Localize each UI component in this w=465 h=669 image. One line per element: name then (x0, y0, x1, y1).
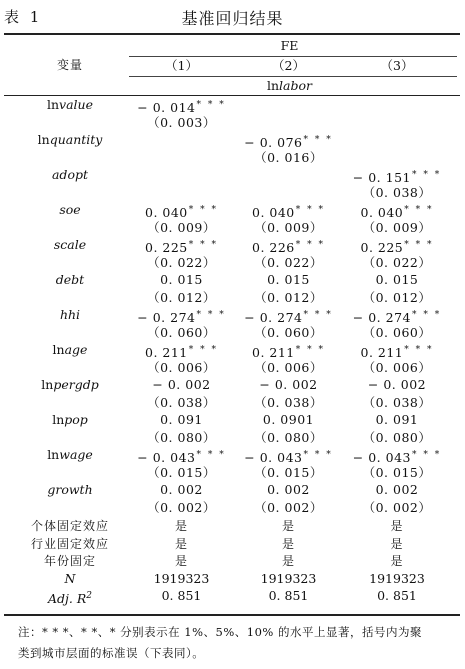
standard-error: （0. 006） (254, 359, 323, 375)
coefficient-value: − 0. 043 (137, 450, 196, 465)
coefficient-value: 0. 040 (360, 205, 404, 220)
coefficient (344, 202, 450, 221)
standard-error: （0. 080） (147, 429, 216, 445)
coefficient (236, 202, 341, 221)
standard-error: （0. 006） (147, 359, 216, 375)
coefficient (344, 447, 450, 466)
stat-value: 1919323 (153, 570, 210, 586)
coefficient (129, 342, 234, 361)
standard-error: （0. 022） (362, 254, 432, 270)
coefficient (344, 272, 450, 288)
coefficient (344, 412, 450, 428)
coefficient-value: 0. 002 (375, 482, 419, 497)
coefficient-value: 0. 091 (160, 412, 203, 427)
significance-stars: * * * (411, 310, 442, 320)
standard-error: （0. 080） (254, 429, 323, 445)
col-number-1: （1） (165, 58, 198, 73)
coefficient (129, 272, 234, 288)
coefficient-value: 0. 015 (160, 272, 203, 287)
fixed-effect-value: 是 (281, 519, 295, 533)
standard-error: （0. 060） (362, 324, 432, 340)
coefficient (129, 482, 234, 498)
standard-error: （0. 016） (254, 149, 323, 165)
standard-error: （0. 022） (147, 254, 216, 270)
standard-error: （0. 015） (147, 464, 216, 480)
col-number-2: （2） (272, 58, 305, 73)
standard-error: （0. 009） (254, 219, 323, 235)
variable-label: growth (47, 482, 93, 497)
significance-stars: * * * (188, 240, 218, 250)
significance-stars: * * * (295, 345, 325, 355)
coefficient-value: 0. 225 (360, 240, 404, 255)
stat-value: 1919323 (260, 570, 317, 586)
coefficient (129, 97, 234, 116)
standard-error: （0. 060） (147, 324, 216, 340)
coefficient-value: 0. 211 (252, 345, 295, 360)
stat-label (20, 571, 120, 587)
coefficient-value: − 0. 043 (352, 450, 411, 465)
fixed-effect-value: 是 (174, 554, 188, 568)
header-rule (4, 95, 460, 96)
standard-error: （0. 015） (254, 464, 323, 480)
standard-error: （0. 080） (362, 429, 432, 445)
variable-name: pop (64, 412, 88, 427)
ln-prefix: ln (47, 447, 60, 462)
variable-label (20, 342, 120, 358)
variable-label (20, 132, 120, 148)
coefficient-value: − 0. 274 (137, 310, 196, 325)
standard-error: （0. 006） (362, 359, 432, 375)
standard-error: （0. 012） (147, 289, 216, 305)
col-number-3: （3） (380, 58, 414, 73)
table-label: 表 1 (4, 8, 43, 26)
ln-prefix: ln (41, 377, 54, 392)
variable-label (20, 447, 120, 463)
coefficient (236, 272, 341, 288)
stat-value: 0. 851 (377, 588, 417, 603)
variable-name: pergdp (53, 377, 99, 392)
coefficient (129, 412, 234, 428)
variable-name: wage (59, 447, 93, 462)
variable-label: soe (59, 202, 81, 217)
significance-stars: * * * (188, 345, 218, 355)
coefficient-value: 0. 040 (145, 205, 188, 220)
coefficient-value: − 0. 002 (259, 377, 318, 392)
group-header-rule (129, 56, 457, 57)
coefficient-value: 0. 211 (360, 345, 404, 360)
standard-error: （0. 009） (147, 219, 216, 235)
dep-var-prefix: ln (266, 78, 280, 93)
coefficient (236, 447, 341, 466)
fixed-effect-label: 个体固定效应 (30, 519, 109, 533)
coefficient-value: − 0. 274 (352, 310, 411, 325)
coefficient (344, 482, 450, 498)
standard-error: （0. 038） (147, 394, 216, 410)
coefficient-value: 0. 0901 (262, 412, 315, 427)
fixed-effect-value: 是 (390, 554, 404, 568)
top-rule (4, 33, 460, 35)
coefficient (129, 447, 234, 466)
fixed-effect-label: 行业固定效应 (30, 536, 109, 551)
coefficient-value: − 0. 014 (137, 100, 196, 115)
table-note-line-2: 类到城市层面的标准误（下表同）。 (18, 646, 205, 660)
coefficient (344, 342, 450, 361)
standard-error: （0. 060） (254, 324, 323, 340)
significance-stars: * * * (303, 450, 333, 460)
variable-name: quantity (49, 132, 103, 147)
standard-error: （0. 002） (147, 499, 216, 515)
coefficient-value: − 0. 002 (152, 377, 211, 392)
coefficient (236, 377, 341, 393)
significance-stars: * * * (411, 170, 442, 180)
bottom-rule (4, 614, 460, 616)
coefficient (236, 342, 341, 361)
ln-prefix: ln (37, 132, 50, 147)
standard-error: （0. 002） (362, 499, 432, 515)
dep-var-header (129, 78, 450, 94)
standard-error: （0. 038） (362, 394, 432, 410)
significance-stars: * * * (295, 240, 325, 250)
coefficient (236, 307, 341, 326)
coefficient (344, 377, 450, 393)
coefficient-value: 0. 225 (145, 240, 188, 255)
variable-label: scale (53, 237, 87, 252)
coefficient (236, 132, 341, 151)
standard-error: （0. 038） (362, 184, 432, 200)
col-number-rule (129, 76, 457, 77)
fixed-effect-value: 是 (390, 519, 404, 533)
coefficient-value: − 0. 002 (367, 377, 427, 392)
stat-value: 0. 851 (161, 588, 202, 603)
significance-stars: * * * (404, 205, 434, 215)
variable-label: adopt (51, 167, 88, 182)
variable-label (20, 97, 120, 113)
group-header: FE (280, 38, 299, 53)
stub-header: 变量 (56, 58, 83, 72)
standard-error: （0. 015） (362, 464, 432, 480)
coefficient (236, 237, 341, 256)
coefficient-value: 0. 040 (252, 205, 295, 220)
coefficient (344, 167, 450, 186)
variable-label (20, 377, 120, 393)
fixed-effect-value: 是 (174, 536, 188, 551)
coefficient (236, 412, 341, 428)
coefficient-value: − 0. 076 (244, 135, 303, 150)
coefficient (344, 237, 450, 256)
variable-label: hhi (59, 307, 81, 322)
variable-label: debt (55, 272, 85, 287)
stat-label (20, 588, 120, 607)
coefficient-value: − 0. 043 (244, 450, 303, 465)
fixed-effect-value: 是 (174, 519, 188, 533)
fixed-effect-value: 是 (390, 536, 404, 551)
standard-error: （0. 009） (362, 219, 432, 235)
variable-name: value (59, 97, 94, 112)
significance-stars: * * * (188, 205, 218, 215)
coefficient (129, 237, 234, 256)
coefficient-value: 0. 091 (375, 412, 419, 427)
coefficient (129, 202, 234, 221)
significance-stars: * * * (404, 345, 434, 355)
stat-value: 0. 851 (268, 588, 309, 603)
significance-stars: * * * (196, 310, 226, 320)
stat-label-superscript: 2 (86, 591, 92, 601)
stat-value: 1919323 (369, 570, 425, 586)
coefficient-value: − 0. 274 (244, 310, 303, 325)
coefficient-value: 0. 002 (267, 482, 310, 497)
coefficient-value: 0. 015 (375, 272, 419, 287)
significance-stars: * * * (196, 450, 226, 460)
table-title-row (0, 0, 465, 30)
ln-prefix: ln (46, 97, 60, 112)
table-note-line-1: 注：* * *、* *、* 分别表示在 1%、5%、10% 的水平上显著，括号内为聚 (18, 625, 422, 639)
standard-error: （0. 002） (254, 499, 323, 515)
significance-stars: * * * (196, 100, 226, 110)
standard-error: （0. 012） (254, 289, 323, 305)
standard-error: （0. 022） (254, 254, 323, 270)
standard-error: （0. 012） (362, 289, 432, 305)
coefficient-value: − 0. 151 (352, 170, 411, 185)
standard-error: （0. 003） (147, 114, 216, 130)
coefficient-value: 0. 226 (252, 240, 295, 255)
significance-stars: * * * (303, 135, 333, 145)
dep-var-suffix: labor (279, 78, 312, 93)
fixed-effect-value: 是 (281, 554, 295, 568)
variable-name: age (64, 342, 88, 357)
coefficient-value: 0. 002 (160, 482, 203, 497)
ln-prefix: ln (52, 342, 65, 357)
significance-stars: * * * (303, 310, 333, 320)
fixed-effect-value: 是 (281, 536, 295, 551)
ln-prefix: ln (52, 412, 65, 427)
coefficient (236, 482, 341, 498)
coefficient (129, 307, 234, 326)
stat-label-text: Adj. R (48, 591, 87, 607)
coefficient-value: 0. 015 (267, 272, 310, 287)
fixed-effect-label: 年份固定 (43, 554, 96, 568)
variable-label (20, 412, 120, 428)
significance-stars: * * * (404, 240, 434, 250)
standard-error: （0. 038） (254, 394, 323, 410)
coefficient (344, 307, 450, 326)
coefficient-value: 0. 211 (145, 345, 188, 360)
table-title: 基准回归结果 (181, 9, 284, 28)
significance-stars: * * * (295, 205, 325, 215)
significance-stars: * * * (411, 450, 442, 460)
stat-label-text: N (64, 570, 76, 586)
coefficient (129, 377, 234, 393)
